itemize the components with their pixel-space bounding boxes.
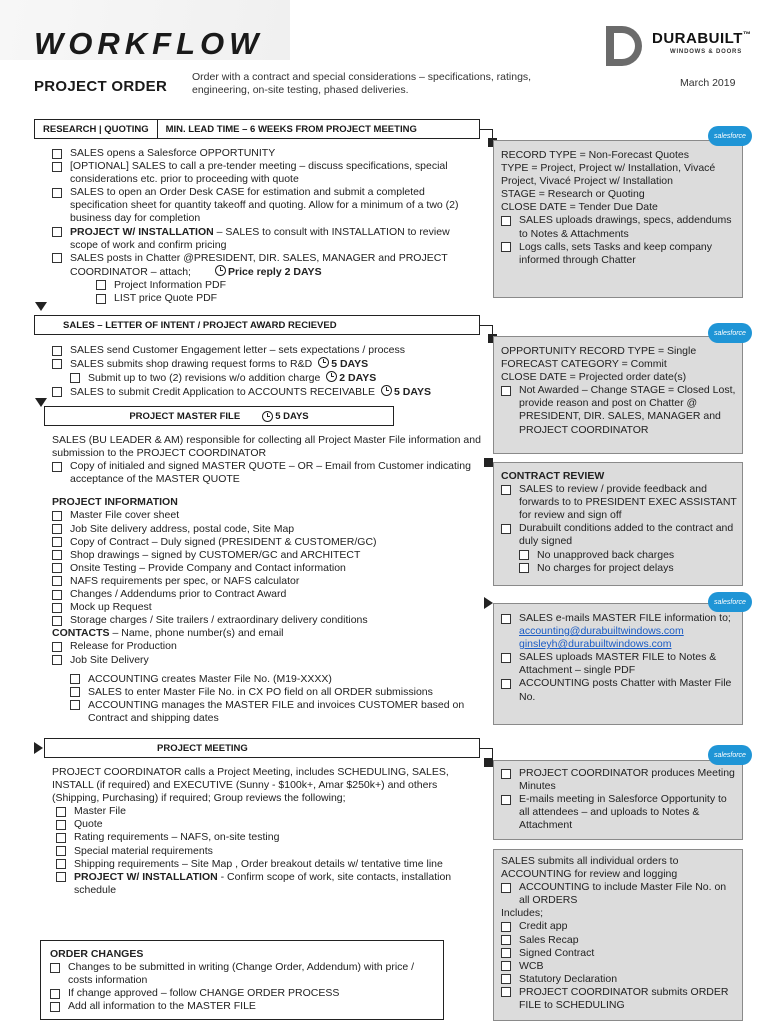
list-item: ACCOUNTING to include Master File No. on all ORDERS [501,881,739,907]
checkbox[interactable] [501,769,511,779]
list-item: Master File cover sheet [52,509,482,522]
list-item: Rating requirements – NAFS, on-site testing [52,831,482,844]
list-item: Logs calls, sets Tasks and keep company informed through Chatter [501,241,739,267]
research-header [34,119,480,139]
list-item: Job Site Delivery [52,654,482,667]
checkbox[interactable] [52,359,62,369]
checkbox[interactable] [519,563,529,573]
list-item: Changes / Addendums prior to Contract Award [52,588,482,601]
project-info-title: PROJECT INFORMATION [52,496,178,509]
master-email-text [501,612,739,704]
checkbox[interactable] [70,687,80,697]
checkbox[interactable] [501,883,511,893]
list-item: Onsite Testing – Provide Company and Contact information [52,562,482,575]
order-changes-title: ORDER CHANGES [50,948,144,960]
checkbox[interactable] [50,963,60,973]
price-reply: Price reply 2 DAYS [227,265,322,278]
list-item: Shipping requirements – Site Map , Order breakout details w/ tentative time line [52,858,482,871]
list-item: SALES uploads drawings, specs, addendums to Notes & Attachments [501,214,739,240]
checkbox[interactable] [56,833,66,843]
list-item: Copy of initialed and signed MASTER QUOTE – OR – Email from Customer indicating acceptance of the MASTER QUOTE [52,460,482,486]
list-item: Sales Recap [501,934,739,947]
list-item: SALES e-mails MASTER FILE information to; [501,612,739,625]
checkbox[interactable] [70,373,80,383]
page-date: March 2019 [680,77,736,89]
checkbox[interactable] [52,603,62,613]
list-item: Special material requirements [52,845,482,858]
clock-icon [381,385,392,396]
checkbox[interactable] [52,511,62,521]
list-item: PROJECT COORDINATOR produces Meeting Minutes [501,767,739,793]
checkbox[interactable] [501,935,511,945]
list-item: ACCOUNTING posts Chatter with Master File No. [501,677,739,703]
list-item: SALES to open an Order Desk CASE for estimation and submit a completed specification sheet for quantity takeoff and quoting. Allow for a minimum of a two (2) business day for completion [52,186,480,225]
master-intro: SALES (BU LEADER & AM) responsible for collecting all Project Master File information and submission to the PROJECT COORDINATOR [52,434,481,460]
checkbox[interactable] [52,162,62,172]
salesforce-icon: salesforce [708,126,752,146]
list-item: If change approved – follow CHANGE ORDER PROCESS [50,987,440,1000]
checkbox[interactable] [519,550,529,560]
checkbox[interactable] [52,642,62,652]
checkbox[interactable] [56,846,66,856]
research-side-text: RECORD TYPE = Non-Forecast Quotes TYPE = Project, Project w/ Installation, Vivacé Project, Vivacé Project w/ Installation STAGE = Research or Quoting CLOSE DATE = Tender Due Date SALES uploads drawings, specs, addendums to Notes & Attachments Logs calls, sets Tasks and keep company informed through Chatter [501,149,739,267]
list-item: SALES to submit Credit Application to ACCOUNTS RECEIVABLE 5 DAYS [52,385,480,399]
order-changes-text [50,948,440,1013]
list-item: LIST price Quote PDF [52,292,480,305]
list-item: Project Information PDF [52,279,480,292]
checkbox[interactable] [70,674,80,684]
checkbox[interactable] [501,974,511,984]
list-item: Quote [52,818,482,831]
list-item: Credit app [501,920,739,933]
checkbox[interactable] [52,188,62,198]
clock-icon [215,265,226,276]
list-item: Master File [52,805,482,818]
meeting-header-label: PROJECT MEETING [157,742,248,754]
checkbox[interactable] [501,216,511,226]
clock-icon [318,357,329,368]
checkbox[interactable] [501,386,511,396]
checkbox[interactable] [52,462,62,472]
logo-name: DURABUILT [652,30,743,47]
durabuilt-logo [606,26,756,68]
loi-list [52,344,480,399]
page-title: WORKFLOW [34,26,264,61]
email-link[interactable]: accounting@durabuiltwindows.com [519,625,684,638]
checkbox[interactable] [501,948,511,958]
list-item: Mock up Request [52,601,482,614]
salesforce-icon: salesforce [708,745,752,765]
orders-text [501,855,739,1012]
orders-includes: Includes; [501,907,544,920]
contacts-line: CONTACTS – Name, phone number(s) and email [52,627,284,640]
checkbox[interactable] [52,655,62,665]
list-item: Storage charges / Site trailers / extraordinary delivery conditions [52,614,482,627]
list-item: SALES send Customer Engagement letter – sets expectations / process [52,344,480,357]
list-item: Durabuilt conditions added to the contract and duly signed [501,522,739,548]
checkbox[interactable] [50,989,60,999]
research-header-right: MIN. LEAD TIME – 6 WEEKS FROM PROJECT MEETING [157,120,425,138]
email-link[interactable]: ginsleyh@durabuiltwindows.com [519,638,672,651]
meeting-list [52,766,482,897]
meeting-intro: PROJECT COORDINATOR calls a Project Meeting, includes SCHEDULING, SALES, INSTALL (if required) and EXECUTIVE (Sunny - $100k+, Amar $250k+) and others (Shipping, Purchasing) if required; Group reviews the following; [52,766,449,805]
checkbox[interactable] [96,294,106,304]
checkbox[interactable] [56,872,66,882]
list-item: No charges for project delays [501,562,739,575]
checkbox[interactable] [52,590,62,600]
checkbox[interactable] [501,679,511,689]
checkbox[interactable] [52,346,62,356]
checkbox[interactable] [501,524,511,534]
list-item: SALES opens a Salesforce OPPORTUNITY [52,147,480,160]
clock-icon [326,371,337,382]
list-item: PROJECT COORDINATOR submits ORDER FILE to SCHEDULING [501,986,739,1012]
checkbox[interactable] [52,149,62,159]
meeting-flow-arrow-icon [34,742,43,754]
salesforce-icon: salesforce [708,323,752,343]
list-item: Copy of Contract – Duly signed (PRESIDENT & CUSTOMER/GC) [52,536,482,549]
meeting-side-text [501,767,739,832]
logo-d-mark-icon [606,26,642,66]
contract-review-text [501,470,739,575]
checkbox[interactable] [501,242,511,252]
checkbox[interactable] [501,961,511,971]
checkbox[interactable] [52,576,62,586]
master-header-time: 5 DAYS [275,410,309,422]
checkbox[interactable] [52,253,62,263]
checkbox[interactable] [56,859,66,869]
research-flow-arrow-icon [35,302,47,311]
page-intro: Order with a contract and special considerations – specifications, ratings, engineering, on-site testing, phased deliveries. [192,71,532,96]
list-item: SALES submits shop drawing request forms to R&D 5 DAYS [52,357,480,371]
clock-icon [262,411,273,422]
list-item: NAFS requirements per spec, or NAFS calculator [52,575,482,588]
checkbox[interactable] [52,227,62,237]
list-item: SALES uploads MASTER FILE to Notes & Attachment – single PDF [501,651,739,677]
loi-header [34,315,480,335]
list-item: PROJECT W/ INSTALLATION - Confirm scope of work, site contacts, installation schedule [52,871,482,897]
list-item: SALES to review / provide feedback and forwards to to PRESIDENT EXEC ASSISTANT for review and sign off [501,483,739,522]
list-item: ACCOUNTING manages the MASTER FILE and invoices CUSTOMER based on Contract and shipping dates [52,699,482,725]
loi-side-text: OPPORTUNITY RECORD TYPE = Single FORECAST CATEGORY = Commit CLOSE DATE = Projected order date(s) Not Awarded – Change STAGE = Closed Lost, provide reason and post on Chatter @ PRESIDENT, DIR. SALES, MANAGER and PROJECT COORDINATOR [501,345,739,437]
checkbox[interactable] [50,1002,60,1012]
checkbox[interactable] [52,550,62,560]
checkbox[interactable] [501,485,511,495]
list-item: E-mails meeting in Salesforce Opportunity to all attendees – and uploads to Notes & Attachment [501,793,739,832]
orders-intro: SALES submits all individual orders to ACCOUNTING for review and logging [501,855,679,881]
checkbox[interactable] [501,653,511,663]
checkbox[interactable] [56,820,66,830]
checkbox[interactable] [501,987,511,997]
logo-subtitle: WINDOWS & DOORS [670,49,742,55]
list-item: SALES posts in Chatter @PRESIDENT, DIR. SALES, MANAGER and PROJECT COORDINATOR – attach; Price reply 2 DAYS [52,252,480,279]
checkbox[interactable] [501,922,511,932]
contract-review-title: CONTRACT REVIEW [501,470,605,482]
list-item: [OPTIONAL] SALES to call a pre-tender meeting – discuss specifications, special considerations etc. prior to proceeding with quote [52,160,480,186]
list-item: Add all information to the MASTER FILE [50,1000,440,1013]
checkbox[interactable] [70,700,80,710]
logo-tm: ™ [742,30,752,39]
checkbox[interactable] [52,524,62,534]
meeting-header [44,738,480,758]
email-connector-arrow-icon [484,597,493,609]
list-item: Statutory Declaration [501,973,739,986]
list-item: Release for Production [52,640,482,653]
checkbox[interactable] [56,807,66,817]
list-item: Changes to be submitted in writing (Change Order, Addendum) with price / costs information [50,961,440,987]
master-list [52,434,482,725]
master-header-label: PROJECT MASTER FILE [129,410,241,422]
checkbox[interactable] [52,616,62,626]
meeting-connector-end-icon [484,758,493,767]
master-header [44,406,394,426]
loi-header-label: SALES – LETTER OF INTENT / PROJECT AWARD RECIEVED [63,319,337,331]
list-item: Shop drawings – signed by CUSTOMER/GC and ARCHITECT [52,549,482,562]
list-item: Job Site delivery address, postal code, Site Map [52,523,482,536]
research-list [52,147,480,305]
checkbox[interactable] [52,387,62,397]
list-item: ACCOUNTING creates Master File No. (M19-XXXX) [52,673,482,686]
review-connector-icon [484,458,493,467]
list-item: Submit up to two (2) revisions w/o addition charge 2 DAYS [52,371,480,385]
list-item: SALES to enter Master File No. in CX PO field on all ORDER submissions [52,686,482,699]
checkbox[interactable] [52,537,62,547]
list-item: No unapproved back charges [501,549,739,562]
list-item: PROJECT W/ INSTALLATION – SALES to consult with INSTALLATION to review scope of work and confirm pricing [52,226,480,252]
checkbox[interactable] [96,280,106,290]
list-item: Signed Contract [501,947,739,960]
checkbox[interactable] [501,795,511,805]
salesforce-icon: salesforce [708,592,752,612]
page-subtitle: PROJECT ORDER [34,78,168,95]
list-item: WCB [501,960,739,973]
list-item: Not Awarded – Change STAGE = Closed Lost, provide reason and post on Chatter @ PRESIDENT, DIR. SALES, MANAGER and PROJECT COORDINATOR [501,384,739,436]
checkbox[interactable] [501,614,511,624]
research-header-left: RESEARCH | QUOTING [43,123,149,135]
checkbox[interactable] [52,563,62,573]
